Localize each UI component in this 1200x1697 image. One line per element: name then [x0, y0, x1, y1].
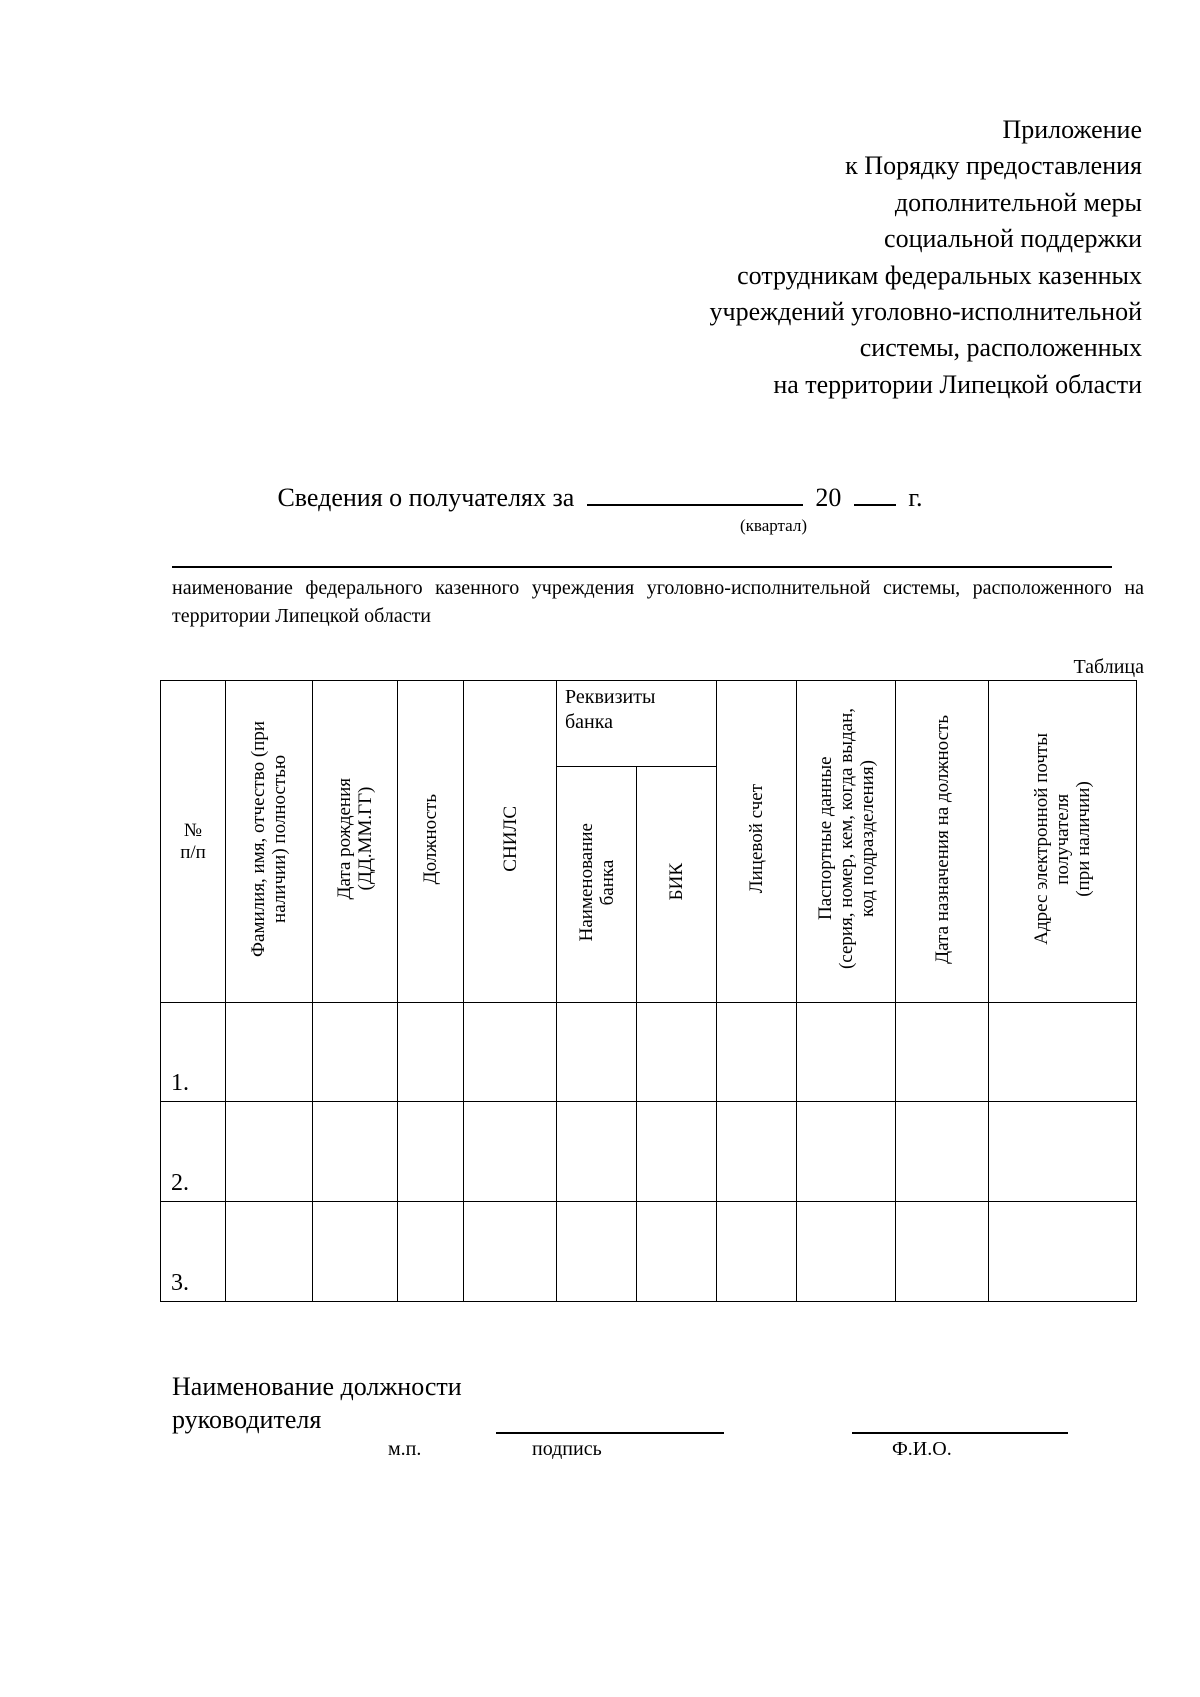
table-cell[interactable] — [557, 1202, 637, 1302]
appendix-line: социальной поддержки — [884, 224, 1142, 254]
header-account — [717, 681, 797, 1003]
heading-year-prefix: 20 — [815, 483, 842, 512]
appendix-line: Приложение — [1002, 115, 1142, 144]
full-name-line[interactable] — [852, 1432, 1068, 1434]
institution-name-line[interactable] — [172, 566, 1112, 568]
header-bik — [637, 767, 717, 1003]
header-snils-line: СНИЛС — [499, 806, 521, 872]
table-cell[interactable] — [557, 1003, 637, 1102]
appendix-line: системы, расположенных — [859, 333, 1142, 363]
row-number: 3. — [161, 1202, 226, 1302]
document-heading — [0, 480, 1200, 513]
table-cell[interactable] — [226, 1003, 313, 1102]
header-bank-details — [557, 681, 717, 767]
appendix-line: дополнительной меры — [894, 187, 1142, 217]
table-cell[interactable] — [226, 1102, 313, 1202]
table-cell[interactable] — [313, 1202, 398, 1302]
table-cell[interactable] — [717, 1202, 797, 1302]
table-cell[interactable] — [896, 1003, 989, 1102]
header-passport — [797, 681, 896, 1003]
table-cell[interactable] — [464, 1202, 557, 1302]
header-email — [989, 681, 1137, 1003]
header-full-name — [226, 681, 313, 1003]
quarter-caption: (квартал) — [740, 516, 808, 535]
quarter-blank[interactable] — [587, 480, 803, 506]
header-bank-name-line: банка — [596, 859, 618, 905]
header-appointment-date-line: Дата назначения на должность — [931, 714, 953, 964]
header-full-name-line: Фамилия, имя, отчество (при — [248, 721, 269, 957]
header-bik-line: БИК — [666, 863, 687, 901]
appendix-line: сотрудникам федеральных казенных — [737, 260, 1142, 290]
header-bank-name-line: Наименование — [575, 822, 597, 942]
table-cell[interactable] — [717, 1003, 797, 1102]
header-email-line: Адрес электронной почты — [1031, 733, 1053, 945]
table-cell[interactable] — [989, 1003, 1137, 1102]
table-cell[interactable] — [989, 1202, 1137, 1302]
stamp-caption: м.п. — [388, 1438, 422, 1460]
header-number-line: п/п — [180, 841, 206, 863]
institution-caption: наименование федерального казенного учреждения уголовно-исполнительной системы, расположенного на территории Липецкой области — [172, 577, 1144, 627]
year-blank[interactable] — [854, 480, 896, 506]
table-label: Таблица — [1073, 656, 1144, 678]
table-cell[interactable] — [797, 1003, 896, 1102]
table-cell[interactable] — [637, 1102, 717, 1202]
table-cell[interactable] — [989, 1102, 1137, 1202]
header-number-line: № — [183, 819, 203, 841]
appendix-block — [542, 112, 1142, 403]
header-account-line: Лицевой счет — [746, 784, 768, 894]
header-bank-details-line: банка — [565, 711, 614, 733]
table-cell[interactable] — [398, 1003, 464, 1102]
table-cell[interactable] — [313, 1102, 398, 1202]
header-number — [161, 681, 226, 1003]
table-cell[interactable] — [313, 1003, 398, 1102]
table-cell[interactable] — [797, 1102, 896, 1202]
table-cell[interactable] — [797, 1202, 896, 1302]
heading-suffix: г. — [908, 483, 923, 512]
signatory-title-line: руководителя — [172, 1405, 322, 1434]
header-appointment-date — [896, 681, 989, 1003]
header-full-name-line: наличии) полностью — [269, 754, 290, 924]
table-cell[interactable] — [398, 1102, 464, 1202]
heading-prefix: Сведения о получателях за — [277, 483, 575, 512]
header-birth-date — [313, 681, 398, 1003]
header-snils — [464, 681, 557, 1003]
table-cell[interactable] — [896, 1102, 989, 1202]
header-birth-date-line: (ДД.ММ.ГГ) — [355, 787, 376, 891]
table-cell[interactable] — [464, 1003, 557, 1102]
header-position-line: Должность — [420, 793, 441, 885]
table-cell[interactable] — [226, 1202, 313, 1302]
header-passport-line: (серия, номер, кем, когда выдан, — [835, 708, 857, 970]
header-passport-line: код подразделения) — [856, 760, 878, 918]
appendix-line: учреждений уголовно-исполнительной — [709, 297, 1142, 327]
table-row — [161, 1202, 1137, 1302]
signatory-title — [172, 1370, 462, 1436]
table-cell[interactable] — [557, 1102, 637, 1202]
header-email-line: получателя — [1052, 793, 1074, 885]
signature-line[interactable] — [496, 1432, 724, 1434]
row-number: 1. — [161, 1003, 226, 1102]
full-name-caption: Ф.И.О. — [892, 1438, 952, 1460]
signatory-title-line: Наименование должности — [172, 1372, 462, 1401]
appendix-line: к Порядку предоставления — [845, 151, 1142, 181]
appendix-line: на территории Липецкой области — [773, 369, 1142, 399]
table-cell[interactable] — [398, 1202, 464, 1302]
table-cell[interactable] — [717, 1102, 797, 1202]
header-email-line: (при наличии) — [1073, 781, 1095, 897]
header-birth-date-line: Дата рождения — [334, 778, 355, 900]
header-bank-name — [557, 767, 637, 1003]
table-cell[interactable] — [896, 1202, 989, 1302]
recipients-table — [160, 680, 1136, 1301]
table-cell[interactable] — [637, 1202, 717, 1302]
table-row — [161, 1102, 1137, 1202]
row-number: 2. — [161, 1102, 226, 1202]
header-passport-line: Паспортные данные — [814, 757, 836, 921]
signature-caption: подпись — [532, 1438, 602, 1460]
header-bank-details-line: Реквизиты — [565, 686, 656, 708]
table-cell[interactable] — [464, 1102, 557, 1202]
header-position — [398, 681, 464, 1003]
table-cell[interactable] — [637, 1003, 717, 1102]
table-row — [161, 1003, 1137, 1102]
